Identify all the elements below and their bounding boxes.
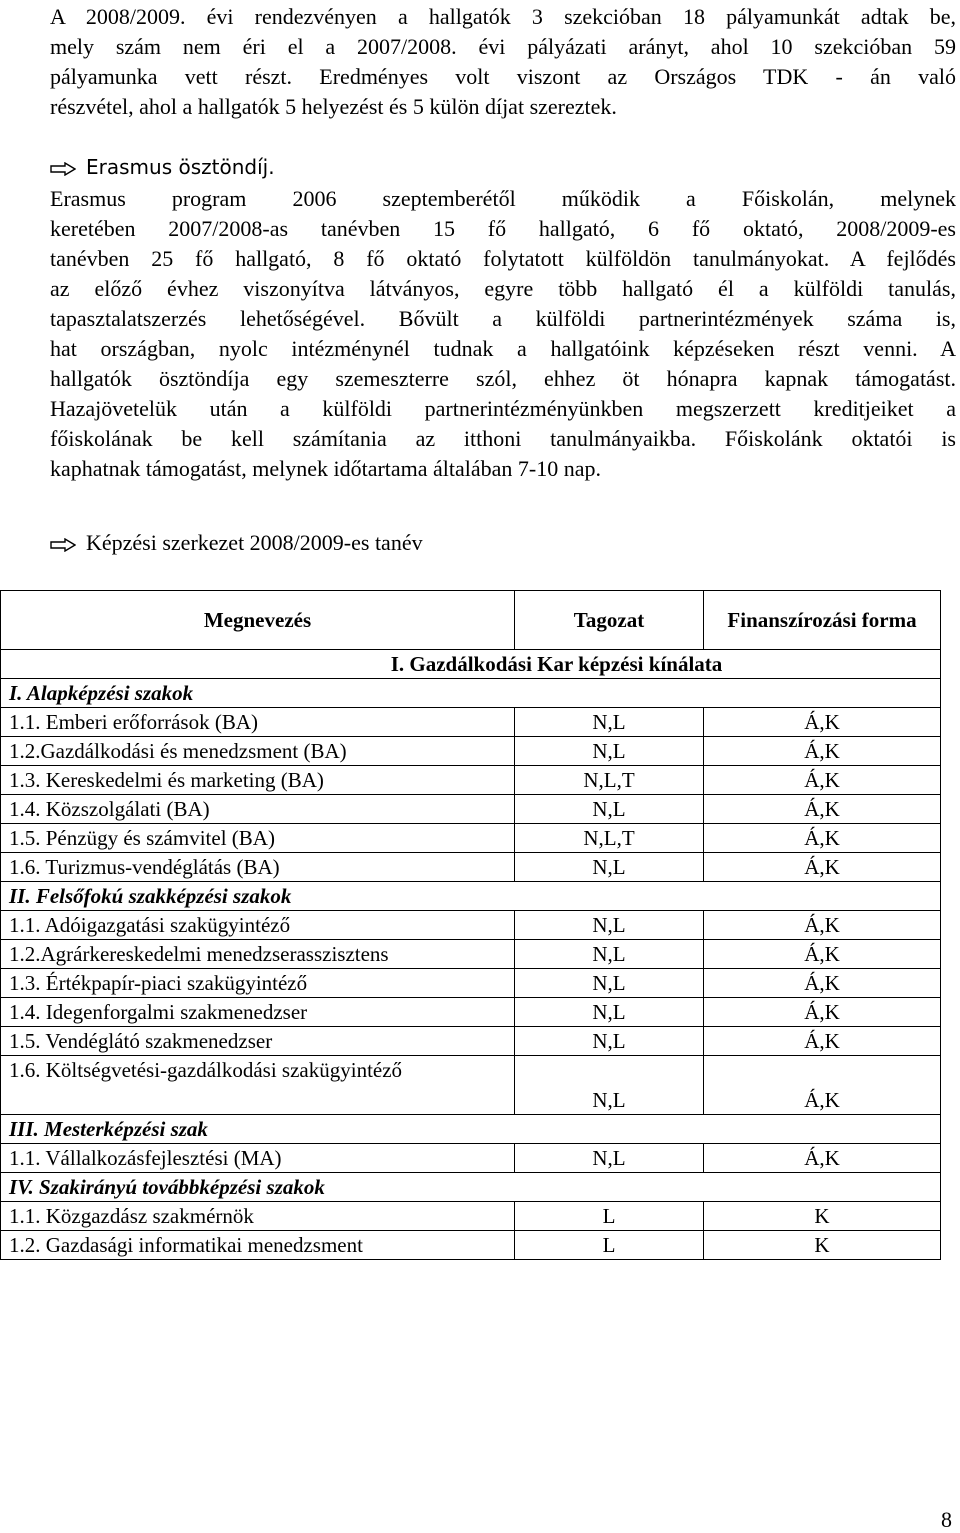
- mode-cell: N,L: [515, 998, 704, 1027]
- mode-cell: N,L: [515, 1056, 704, 1115]
- mode-cell: N,L: [515, 737, 704, 766]
- structure-heading: [50, 528, 423, 558]
- structure-heading-text: Képzési szerkezet 2008/2009-es tanév: [86, 530, 423, 555]
- mode-cell: N,L: [515, 969, 704, 998]
- funding-cell: Á,K: [704, 911, 941, 940]
- arrow-right-icon: [50, 162, 76, 176]
- erasmus-line: Erasmus program 2006 szeptemberétől működik a Főiskolán, melynek: [50, 186, 956, 211]
- program-name-cell: 1.1. Közgazdász szakmérnök: [1, 1202, 515, 1231]
- table-row: [1, 708, 941, 737]
- section-title: II. Felsőfokú szakképzési szakok: [1, 882, 941, 911]
- erasmus-line: hallgatók ösztöndíja egy szemeszterre szól, ehhez öt hónapra kapnak támogatást.: [50, 366, 956, 391]
- erasmus-line: főiskolának be kell számítania az itthoni tanulmányaikba. Főiskolánk oktatói is: [50, 426, 956, 451]
- erasmus-line: keretében 2007/2008-as tanévben 15 fő hallgató, 6 fő oktató, 2008/2009-es: [50, 216, 956, 241]
- funding-cell: Á,K: [704, 1144, 941, 1173]
- section-title: I. Alapképzési szakok: [1, 679, 941, 708]
- program-table: [0, 590, 941, 1260]
- funding-cell: Á,K: [704, 940, 941, 969]
- intro-line: pályamunka vett részt. Eredményes volt viszont az Országos TDK - án való: [50, 64, 956, 89]
- table-row: [1, 1144, 941, 1173]
- erasmus-line: az előző évhez viszonyítva látványos, egyre több hallgató él a külföldi tanulás,: [50, 276, 956, 301]
- section-row: [1, 1115, 941, 1144]
- table-row: [1, 1027, 941, 1056]
- program-name-cell: 1.2.Agrárkereskedelmi menedzserasszisztens: [1, 940, 515, 969]
- table-row: [1, 911, 941, 940]
- section-row: [1, 679, 941, 708]
- mode-cell: N,L,T: [515, 824, 704, 853]
- table-row: [1, 998, 941, 1027]
- program-name-cell: 1.2.Gazdálkodási és menedzsment (BA): [1, 737, 515, 766]
- mode-cell: N,L: [515, 911, 704, 940]
- erasmus-line: hat országban, nyolc intézménynél tudnak a hallgatóink képzéseken részt venni. A: [50, 336, 956, 361]
- funding-cell: Á,K: [704, 853, 941, 882]
- table-row: [1, 969, 941, 998]
- table-row: [1, 766, 941, 795]
- erasmus-line: tanévben 25 fő hallgató, 8 fő oktató folytatott külföldön tanulmányokat. A fejlődés: [50, 246, 956, 271]
- page-number: 8: [941, 1507, 952, 1532]
- funding-cell: K: [704, 1202, 941, 1231]
- section-title: III. Mesterképzési szak: [1, 1115, 941, 1144]
- program-name-cell: 1.6. Turizmus-vendéglátás (BA): [1, 853, 515, 882]
- table-row: [1, 853, 941, 882]
- program-name-cell: 1.5. Vendéglátó szakmenedzser: [1, 1027, 515, 1056]
- funding-cell: Á,K: [704, 766, 941, 795]
- program-name-cell: 1.4. Közszolgálati (BA): [1, 795, 515, 824]
- erasmus-heading-text: Erasmus ösztöndíj.: [86, 155, 275, 179]
- funding-cell: Á,K: [704, 708, 941, 737]
- table-row: [1, 737, 941, 766]
- mode-cell: N,L: [515, 795, 704, 824]
- erasmus-paragraph: [50, 184, 956, 484]
- funding-cell: Á,K: [704, 1056, 941, 1115]
- table-row: [1, 795, 941, 824]
- program-name-cell: 1.3. Értékpapír-piaci szakügyintéző: [1, 969, 515, 998]
- program-name-cell: 1.1. Emberi erőforrások (BA): [1, 708, 515, 737]
- mode-cell: N,L: [515, 1144, 704, 1173]
- funding-cell: Á,K: [704, 998, 941, 1027]
- section-row: [1, 1173, 941, 1202]
- program-name-cell: 1.2. Gazdasági informatikai menedzsment: [1, 1231, 515, 1260]
- mode-cell: L: [515, 1231, 704, 1260]
- header-mode: Tagozat: [515, 591, 704, 650]
- section-row: [1, 882, 941, 911]
- table-row: [1, 940, 941, 969]
- erasmus-line: Hazajövetelük után a külföldi partnerintézményünkben megszerzett kreditjeiket a: [50, 396, 956, 421]
- erasmus-line: tapasztalatszerzés lehetőségével. Bővült a külföldi partnerintézmények száma is,: [50, 306, 956, 331]
- table-header-row: [1, 591, 941, 650]
- funding-cell: Á,K: [704, 824, 941, 853]
- program-name-cell: 1.5. Pénzügy és számvitel (BA): [1, 824, 515, 853]
- table-row: [1, 1056, 941, 1115]
- mode-cell: N,L,T: [515, 766, 704, 795]
- program-name-cell: 1.6. Költségvetési-gazdálkodási szakügyintéző: [1, 1056, 515, 1115]
- program-name-cell: 1.1. Adóigazgatási szakügyintéző: [1, 911, 515, 940]
- table-row: [1, 1202, 941, 1231]
- program-name-cell: 1.1. Vállalkozásfejlesztési (MA): [1, 1144, 515, 1173]
- program-name-cell: 1.3. Kereskedelmi és marketing (BA): [1, 766, 515, 795]
- arrow-right-icon: [50, 538, 76, 552]
- intro-line: A 2008/2009. évi rendezvényen a hallgatók 3 szekcióban 18 pályamunkát adtak be,: [50, 4, 956, 29]
- funding-cell: Á,K: [704, 795, 941, 824]
- intro-paragraph: [50, 2, 956, 122]
- section-title: IV. Szakirányú továbbképzési szakok: [1, 1173, 941, 1202]
- intro-line: részvétel, ahol a hallgatók 5 helyezést és 5 külön díjat szereztek.: [50, 94, 617, 119]
- header-name: Megnevezés: [1, 591, 515, 650]
- funding-cell: Á,K: [704, 1027, 941, 1056]
- mode-cell: N,L: [515, 940, 704, 969]
- program-name-cell: 1.4. Idegenforgalmi szakmenedzser: [1, 998, 515, 1027]
- intro-line: mely szám nem éri el a 2007/2008. évi pályázati arányt, ahol 10 szekcióban 59: [50, 34, 956, 59]
- erasmus-line: kaphatnak támogatást, melynek időtartama általában 7-10 nap.: [50, 456, 602, 481]
- header-funding: Finanszírozási forma: [704, 591, 941, 650]
- mode-cell: N,L: [515, 1027, 704, 1056]
- erasmus-heading: [50, 152, 275, 182]
- mode-cell: N,L: [515, 708, 704, 737]
- table-row: [1, 1231, 941, 1260]
- table-title-row: [1, 650, 941, 679]
- funding-cell: Á,K: [704, 737, 941, 766]
- mode-cell: N,L: [515, 853, 704, 882]
- funding-cell: K: [704, 1231, 941, 1260]
- table-title: I. Gazdálkodási Kar képzési kínálata: [1, 650, 941, 679]
- mode-cell: L: [515, 1202, 704, 1231]
- funding-cell: Á,K: [704, 969, 941, 998]
- table-row: [1, 824, 941, 853]
